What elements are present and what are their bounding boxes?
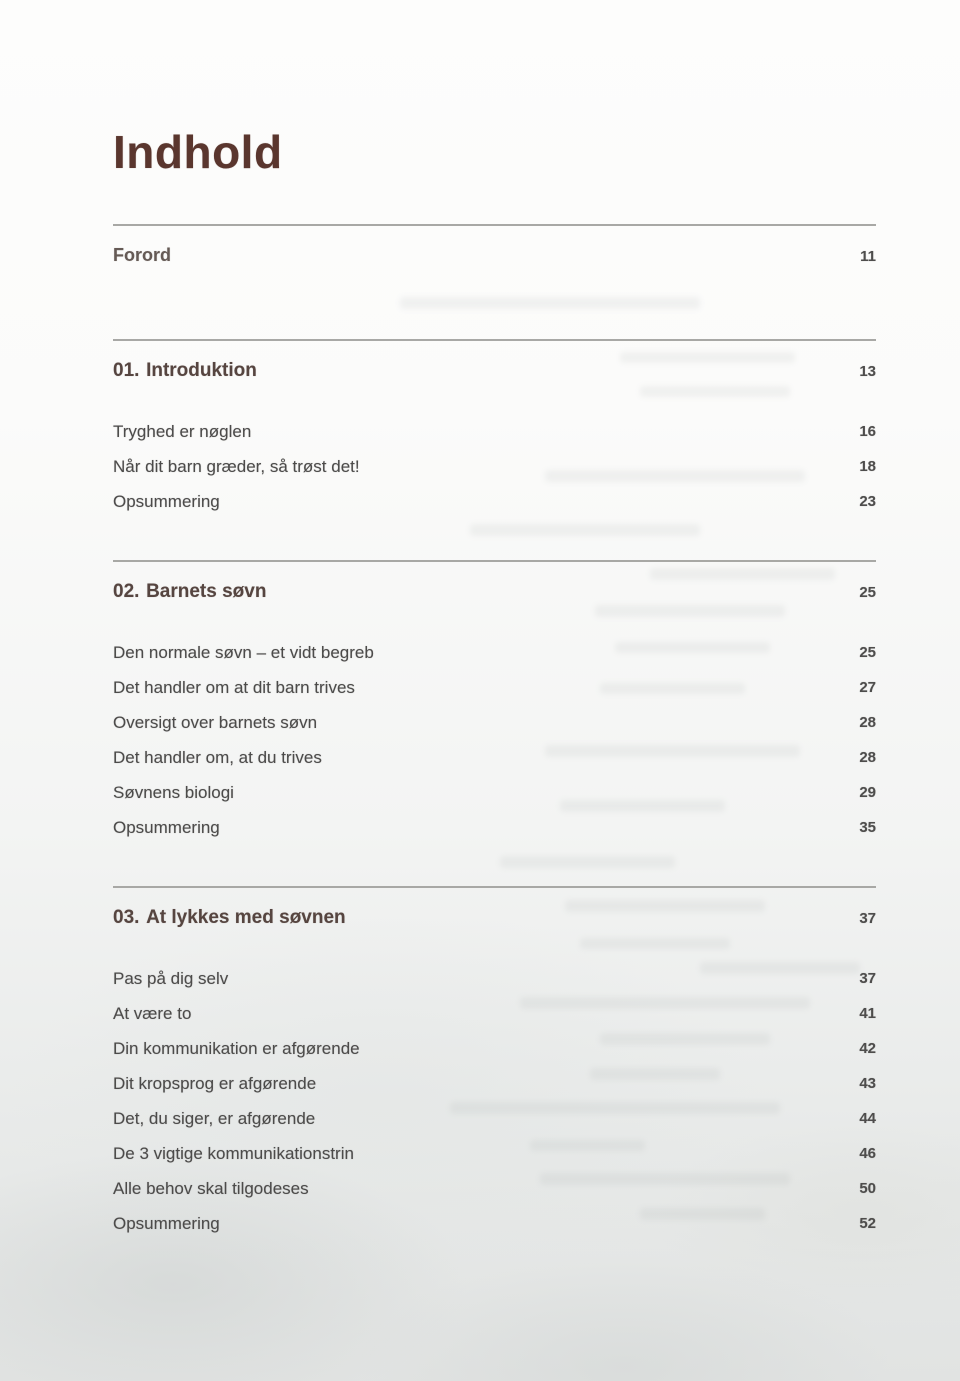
section-number: 01. bbox=[113, 360, 140, 381]
section-title bbox=[113, 905, 346, 931]
toc-item-label: Det handler om, at du trives bbox=[113, 747, 322, 767]
section-title-text: Barnets søvn bbox=[146, 581, 267, 602]
section-title bbox=[113, 579, 266, 605]
toc-item bbox=[113, 775, 876, 810]
toc-item-label: De 3 vigtige kommunikationstrin bbox=[113, 1143, 354, 1163]
page-title: Indhold bbox=[113, 126, 283, 178]
section-title bbox=[113, 358, 257, 384]
toc-section-02 bbox=[113, 579, 876, 845]
toc-item bbox=[113, 1206, 876, 1241]
toc-item bbox=[113, 810, 876, 845]
toc-item bbox=[113, 996, 876, 1031]
toc-item-page: 43 bbox=[859, 1075, 876, 1092]
toc-item-page: 44 bbox=[859, 1110, 876, 1127]
toc-item-page: 41 bbox=[859, 1005, 876, 1022]
toc-item-label: Dit kropsprog er afgørende bbox=[113, 1073, 317, 1093]
toc-item-page: 25 bbox=[859, 644, 876, 661]
section-heading-row bbox=[113, 579, 876, 606]
toc-item-label: Søvnens biologi bbox=[113, 782, 234, 802]
toc-item bbox=[113, 414, 876, 449]
section-number: 03. bbox=[113, 907, 140, 928]
toc-item bbox=[113, 484, 876, 519]
toc-item bbox=[113, 1171, 876, 1206]
divider bbox=[113, 886, 876, 888]
toc-section-03 bbox=[113, 905, 876, 1241]
toc-item-label: Opsummering bbox=[113, 1213, 220, 1233]
foreword-label: Forord bbox=[113, 245, 171, 265]
section-items bbox=[113, 635, 876, 845]
divider bbox=[113, 224, 876, 226]
toc-item bbox=[113, 1136, 876, 1171]
section-items bbox=[113, 414, 876, 519]
toc-item bbox=[113, 670, 876, 705]
toc-item-page: 35 bbox=[859, 819, 876, 836]
divider bbox=[113, 339, 876, 341]
toc-item-page: 28 bbox=[859, 714, 876, 731]
toc-item-page: 50 bbox=[859, 1180, 876, 1197]
toc-item bbox=[113, 740, 876, 775]
toc-item-page: 18 bbox=[859, 458, 876, 475]
toc-item bbox=[113, 1101, 876, 1136]
section-page-number: 37 bbox=[859, 910, 876, 927]
toc-item-label: Når dit barn græder, så trøst det! bbox=[113, 456, 360, 476]
section-heading-row bbox=[113, 358, 876, 385]
toc-item-label: Oversigt over barnets søvn bbox=[113, 712, 318, 732]
section-page-number: 25 bbox=[859, 584, 876, 601]
section-items bbox=[113, 961, 876, 1241]
toc-item-label: Alle behov skal tilgodeses bbox=[113, 1178, 309, 1198]
toc-item-page: 29 bbox=[859, 784, 876, 801]
toc-section-01 bbox=[113, 358, 876, 519]
toc-item-page: 16 bbox=[859, 423, 876, 440]
section-title-text: At lykkes med søvnen bbox=[146, 907, 346, 928]
section-title-text: Introduktion bbox=[146, 360, 257, 381]
toc-item-label: Det, du siger, er afgørende bbox=[113, 1108, 316, 1128]
toc-item bbox=[113, 449, 876, 484]
foreword-page-number: 11 bbox=[860, 248, 876, 265]
toc-item-page: 46 bbox=[859, 1145, 876, 1162]
toc-item-label: Opsummering bbox=[113, 491, 220, 511]
divider bbox=[113, 560, 876, 562]
toc-item bbox=[113, 961, 876, 996]
foreword-row bbox=[113, 243, 876, 269]
toc-item bbox=[113, 1031, 876, 1066]
toc-item-label: Det handler om at dit barn trives bbox=[113, 677, 355, 697]
toc-item-label: Opsummering bbox=[113, 817, 220, 837]
section-page-number: 13 bbox=[859, 363, 876, 380]
toc-item bbox=[113, 1066, 876, 1101]
section-heading-row bbox=[113, 905, 876, 932]
section-number: 02. bbox=[113, 581, 140, 602]
toc-item-label: Tryghed er nøglen bbox=[113, 421, 252, 441]
toc-item-label: At være to bbox=[113, 1003, 192, 1023]
toc-item-label: Den normale søvn – et vidt begreb bbox=[113, 642, 374, 662]
toc-item bbox=[113, 635, 876, 670]
toc-item-page: 28 bbox=[859, 749, 876, 766]
toc-item-page: 27 bbox=[859, 679, 876, 696]
toc-item-page: 42 bbox=[859, 1040, 876, 1057]
toc-item bbox=[113, 705, 876, 740]
toc-item-page: 52 bbox=[859, 1215, 876, 1232]
toc-item-label: Pas på dig selv bbox=[113, 968, 229, 988]
toc-item-page: 37 bbox=[859, 970, 876, 987]
toc-item-page: 23 bbox=[859, 493, 876, 510]
toc-item-label: Din kommunikation er afgørende bbox=[113, 1038, 360, 1058]
